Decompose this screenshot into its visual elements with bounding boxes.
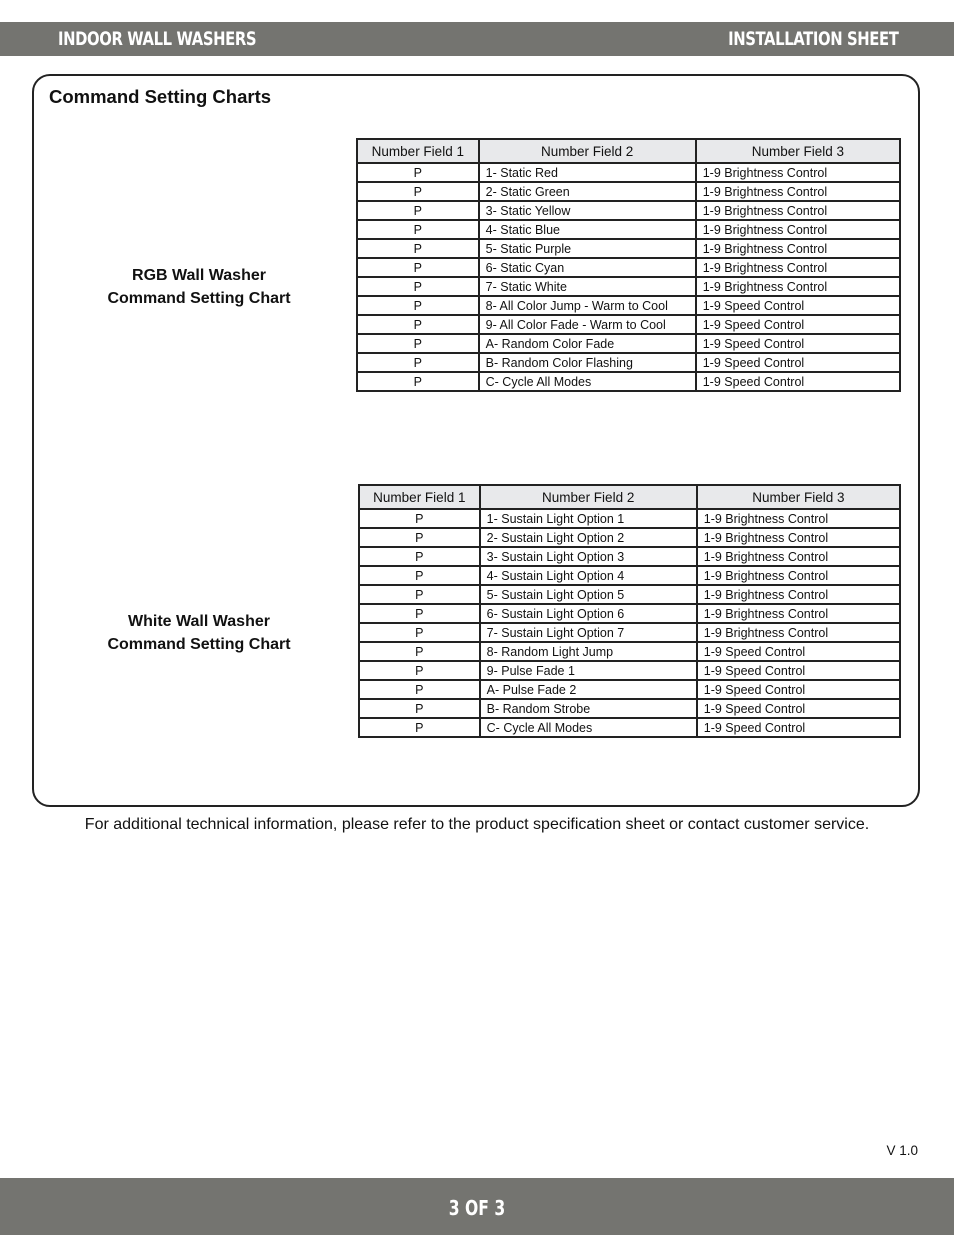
table-cell: 1-9 Speed Control xyxy=(697,680,900,699)
table-cell: 6- Static Cyan xyxy=(479,258,696,277)
table-row xyxy=(359,623,900,642)
white-chart-label xyxy=(90,610,308,656)
table-row xyxy=(359,718,900,737)
white-chart-label-line1: White Wall Washer xyxy=(128,613,270,630)
table-cell: 2- Sustain Light Option 2 xyxy=(480,528,697,547)
table-cell: P xyxy=(357,372,479,391)
table-row xyxy=(359,642,900,661)
table-row xyxy=(357,258,900,277)
table-cell: P xyxy=(359,718,480,737)
column-header: Number Field 1 xyxy=(357,139,479,163)
table-cell: P xyxy=(357,315,479,334)
column-header: Number Field 2 xyxy=(479,139,696,163)
table-row xyxy=(359,661,900,680)
table-cell: 1-9 Brightness Control xyxy=(696,239,900,258)
table-cell: 9- Pulse Fade 1 xyxy=(480,661,697,680)
table-cell: 1-9 Brightness Control xyxy=(697,623,900,642)
table-row xyxy=(359,699,900,718)
table-cell: 1-9 Speed Control xyxy=(697,699,900,718)
table-row xyxy=(357,372,900,391)
table-header-row xyxy=(357,139,900,163)
table-cell: 1-9 Brightness Control xyxy=(697,566,900,585)
table-row xyxy=(357,334,900,353)
table-cell: 1-9 Speed Control xyxy=(696,353,900,372)
table-cell: 1-9 Brightness Control xyxy=(696,163,900,182)
column-header: Number Field 3 xyxy=(696,139,900,163)
table-cell: 8- Random Light Jump xyxy=(480,642,697,661)
table-cell: P xyxy=(357,258,479,277)
white-command-table xyxy=(358,484,901,738)
table-cell: P xyxy=(359,566,480,585)
table-cell: 4- Sustain Light Option 4 xyxy=(480,566,697,585)
table-cell: C- Cycle All Modes xyxy=(480,718,697,737)
table-cell: P xyxy=(357,353,479,372)
table-cell: 1-9 Speed Control xyxy=(697,642,900,661)
table-cell: A- Random Color Fade xyxy=(479,334,696,353)
table-cell: P xyxy=(357,182,479,201)
footer-bar xyxy=(0,1178,954,1235)
table-cell: 1-9 Speed Control xyxy=(696,296,900,315)
table-cell: C- Cycle All Modes xyxy=(479,372,696,391)
table-cell: P xyxy=(359,604,480,623)
table-cell: P xyxy=(357,201,479,220)
table-cell: P xyxy=(357,277,479,296)
table-cell: 1-9 Brightness Control xyxy=(697,528,900,547)
table-cell: 1-9 Speed Control xyxy=(697,718,900,737)
table-cell: 1-9 Speed Control xyxy=(697,661,900,680)
header-document-type: INSTALLATION SHEET xyxy=(727,28,898,50)
rgb-chart-label-line1: RGB Wall Washer xyxy=(132,267,266,284)
table-cell: 1-9 Brightness Control xyxy=(697,509,900,528)
table-cell: P xyxy=(357,239,479,258)
table-cell: 7- Static White xyxy=(479,277,696,296)
table-cell: 1-9 Brightness Control xyxy=(696,277,900,296)
table-row xyxy=(357,163,900,182)
table-row xyxy=(359,547,900,566)
table-row xyxy=(357,201,900,220)
table-cell: P xyxy=(357,220,479,239)
table-cell: P xyxy=(359,509,480,528)
table-row xyxy=(357,239,900,258)
table-cell: P xyxy=(359,699,480,718)
table-row xyxy=(357,220,900,239)
rgb-chart-label-line2: Command Setting Chart xyxy=(107,290,291,307)
table-row xyxy=(359,680,900,699)
header-bar xyxy=(0,22,954,56)
table-row xyxy=(357,315,900,334)
rgb-command-table xyxy=(356,138,901,392)
table-cell: P xyxy=(359,642,480,661)
table-cell: 1-9 Brightness Control xyxy=(696,182,900,201)
table-cell: 3- Sustain Light Option 3 xyxy=(480,547,697,566)
table-row xyxy=(357,277,900,296)
table-cell: 9- All Color Fade - Warm to Cool xyxy=(479,315,696,334)
table-row xyxy=(357,353,900,372)
table-row xyxy=(359,509,900,528)
table-cell: 1-9 Speed Control xyxy=(696,315,900,334)
rgb-chart-label xyxy=(90,264,308,310)
table-cell: P xyxy=(359,585,480,604)
table-cell: 1-9 Brightness Control xyxy=(697,585,900,604)
column-header: Number Field 1 xyxy=(359,485,480,509)
table-cell: 5- Sustain Light Option 5 xyxy=(480,585,697,604)
table-cell: 2- Static Green xyxy=(479,182,696,201)
header-product-title: INDOOR WALL WASHERS xyxy=(58,28,257,50)
table-row xyxy=(359,566,900,585)
table-cell: 1- Sustain Light Option 1 xyxy=(480,509,697,528)
table-header-row xyxy=(359,485,900,509)
table-row xyxy=(357,182,900,201)
table-cell: 1-9 Brightness Control xyxy=(697,547,900,566)
table-cell: 1-9 Brightness Control xyxy=(696,220,900,239)
table-cell: P xyxy=(359,547,480,566)
table-cell: 1-9 Speed Control xyxy=(696,372,900,391)
table-cell: P xyxy=(359,623,480,642)
table-cell: 8- All Color Jump - Warm to Cool xyxy=(479,296,696,315)
version-label: V 1.0 xyxy=(886,1143,918,1158)
table-cell: A- Pulse Fade 2 xyxy=(480,680,697,699)
table-cell: P xyxy=(359,680,480,699)
table-cell: P xyxy=(359,661,480,680)
table-cell: 3- Static Yellow xyxy=(479,201,696,220)
white-chart-label-line2: Command Setting Chart xyxy=(107,636,291,653)
table-cell: 1-9 Brightness Control xyxy=(697,604,900,623)
additional-info-note: For additional technical information, please refer to the product specification sheet or contact customer service. xyxy=(84,816,870,833)
table-row xyxy=(359,585,900,604)
table-row xyxy=(357,296,900,315)
table-cell: 1- Static Red xyxy=(479,163,696,182)
table-row xyxy=(359,528,900,547)
table-cell: P xyxy=(357,334,479,353)
table-cell: P xyxy=(359,528,480,547)
column-header: Number Field 3 xyxy=(697,485,900,509)
table-cell: 6- Sustain Light Option 6 xyxy=(480,604,697,623)
table-cell: 1-9 Brightness Control xyxy=(696,201,900,220)
table-cell: 7- Sustain Light Option 7 xyxy=(480,623,697,642)
column-header: Number Field 2 xyxy=(480,485,697,509)
table-cell: 1-9 Brightness Control xyxy=(696,258,900,277)
page-number: 3 OF 3 xyxy=(448,1196,506,1220)
table-cell: B- Random Color Flashing xyxy=(479,353,696,372)
table-cell: P xyxy=(357,163,479,182)
table-cell: P xyxy=(357,296,479,315)
table-cell: 5- Static Purple xyxy=(479,239,696,258)
table-row xyxy=(359,604,900,623)
section-title: Command Setting Charts xyxy=(49,86,272,107)
table-cell: B- Random Strobe xyxy=(480,699,697,718)
table-cell: 1-9 Speed Control xyxy=(696,334,900,353)
table-cell: 4- Static Blue xyxy=(479,220,696,239)
